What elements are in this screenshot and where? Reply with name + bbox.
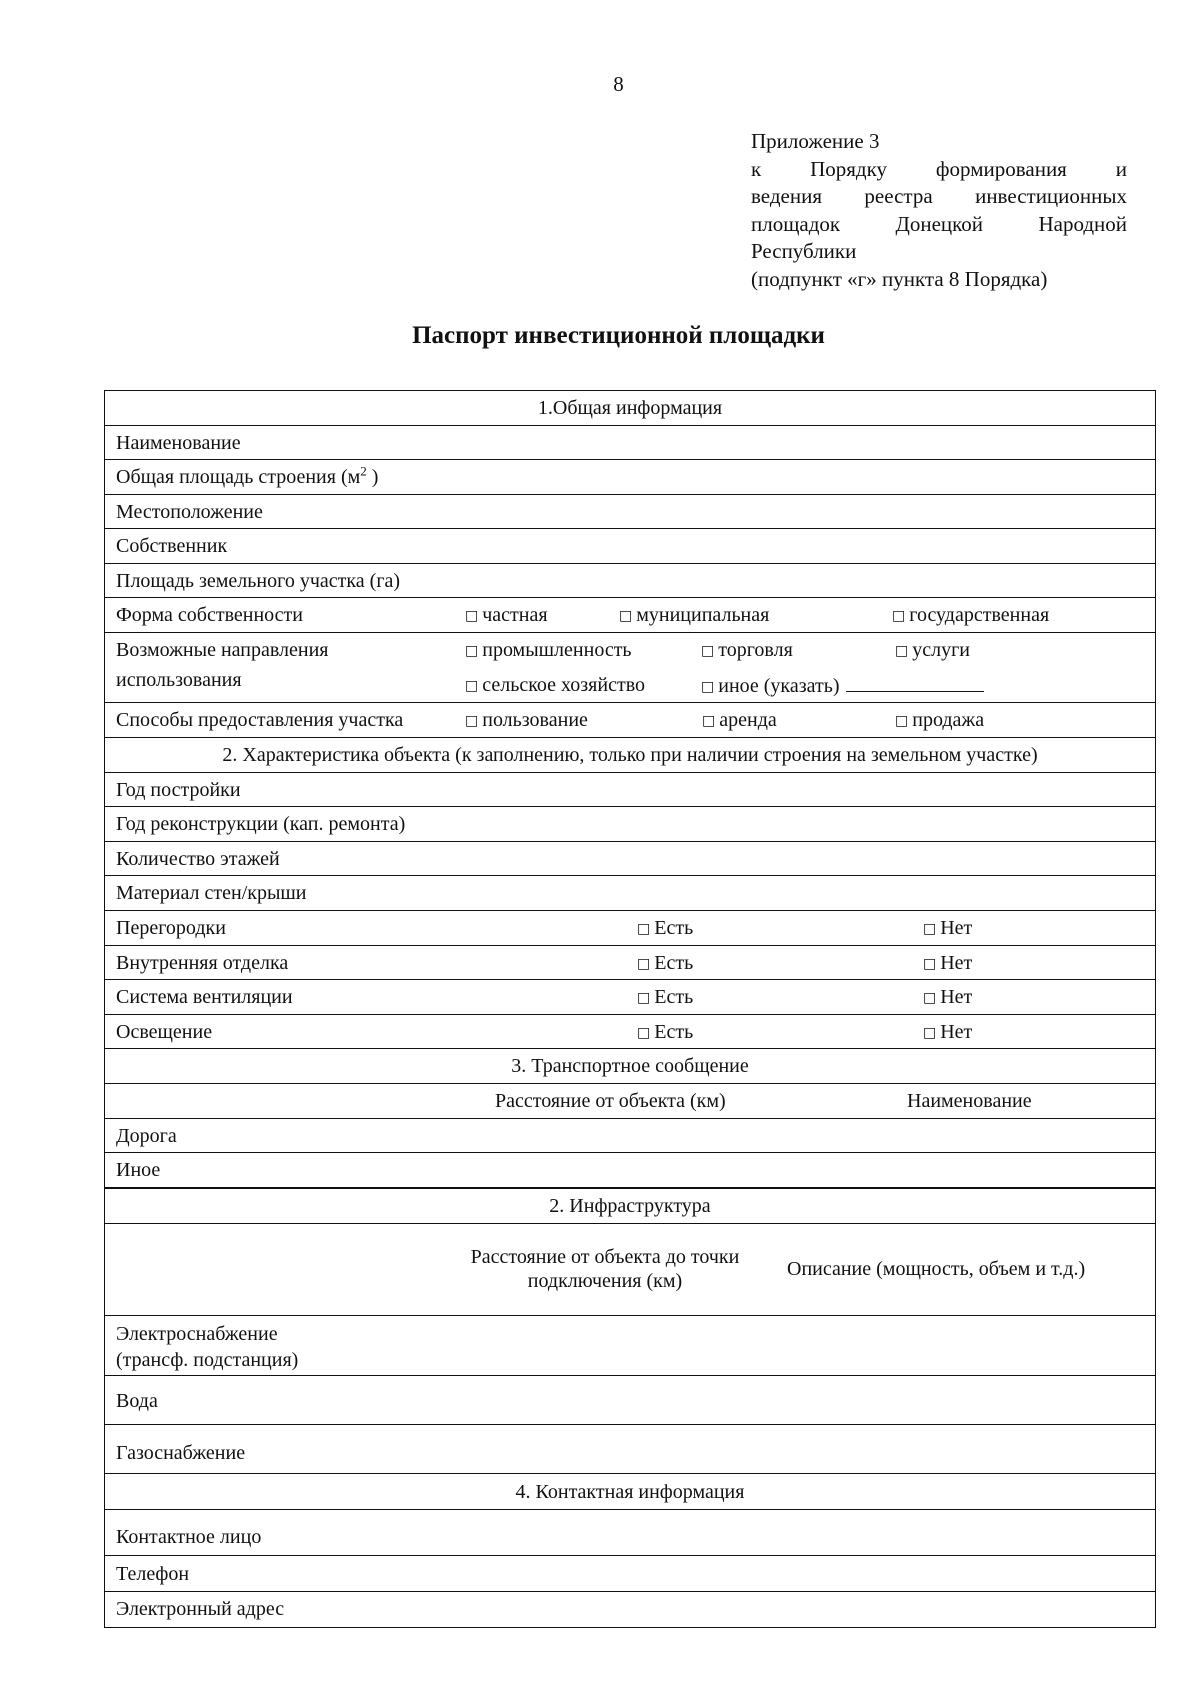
section-heading-contacts xyxy=(105,1474,1155,1510)
field-label: Количество этажей xyxy=(116,848,280,870)
field-row-floors[interactable] xyxy=(105,842,1155,876)
transport-columns-row xyxy=(105,1084,1155,1119)
field-label: Вода xyxy=(116,1390,158,1412)
checkbox-icon[interactable]: □ xyxy=(637,921,651,937)
checkbox-label: аренда xyxy=(719,709,777,731)
section-heading: 2. Характеристика объекта (к заполнению, только при наличии строения на земельном участке) xyxy=(222,744,1038,766)
field-label: Телефон xyxy=(116,1563,190,1585)
checkbox-label: торговля xyxy=(718,639,793,661)
checkbox-industry[interactable] xyxy=(465,638,632,664)
appendix-line: Приложение 3 xyxy=(751,129,880,153)
checkbox-icon[interactable]: □ xyxy=(895,713,909,729)
field-row-year-renovated[interactable] xyxy=(105,807,1155,842)
field-label: Перегородки xyxy=(116,917,226,939)
checkbox-icon[interactable]: □ xyxy=(465,608,479,624)
checkbox-icon[interactable]: □ xyxy=(701,679,715,695)
field-label-text: ) xyxy=(366,466,379,488)
other-specify-field[interactable] xyxy=(846,673,984,692)
checkbox-icon[interactable]: □ xyxy=(637,956,651,972)
checkbox-services[interactable] xyxy=(895,638,970,664)
field-label: Внутренняя отделка xyxy=(116,952,289,974)
field-row-land-area[interactable] xyxy=(105,564,1155,598)
checkbox-agriculture[interactable] xyxy=(465,673,645,699)
checkbox-label: Нет xyxy=(940,952,973,974)
section-heading: 3. Транспортное сообщение xyxy=(511,1055,749,1077)
field-label: Газоснабжение xyxy=(116,1442,246,1464)
field-label: Материал стен/крыши xyxy=(116,882,307,904)
field-label: Наименование xyxy=(116,432,241,454)
passport-form-part-1 xyxy=(104,390,1156,1189)
checkbox-other[interactable] xyxy=(701,673,984,700)
checkbox-icon[interactable]: □ xyxy=(923,956,937,972)
checkbox-icon[interactable]: □ xyxy=(702,713,716,729)
checkbox-icon[interactable]: □ xyxy=(465,713,479,729)
field-label: Электроснабжение xyxy=(116,1323,278,1345)
section-heading-object xyxy=(105,738,1155,773)
checkbox-icon[interactable]: □ xyxy=(923,990,937,1006)
checkbox-label: частная xyxy=(482,604,548,626)
field-row-electricity[interactable] xyxy=(105,1316,1155,1376)
page-number: 8 xyxy=(613,72,624,96)
checkbox-yes[interactable] xyxy=(637,985,693,1011)
checkbox-icon[interactable]: □ xyxy=(619,608,633,624)
checkbox-icon[interactable]: □ xyxy=(637,1025,651,1041)
field-row-owner[interactable] xyxy=(105,529,1155,564)
field-label: Год постройки xyxy=(116,779,241,801)
checkbox-use[interactable] xyxy=(465,708,588,734)
checkbox-icon[interactable]: □ xyxy=(701,643,715,659)
section-heading: 2. Инфраструктура xyxy=(549,1195,711,1217)
checkbox-label: муниципальная xyxy=(636,604,770,626)
checkbox-no[interactable] xyxy=(923,916,972,942)
field-label: (трансф. подстанция) xyxy=(116,1349,299,1371)
checkbox-icon[interactable]: □ xyxy=(465,643,479,659)
checkbox-label: Есть xyxy=(654,986,694,1008)
checkbox-label: Нет xyxy=(940,917,973,939)
section-heading-transport xyxy=(105,1049,1155,1084)
checkbox-lease[interactable] xyxy=(702,708,777,734)
appendix-line: (подпункт «г» пункта 8 Порядка) xyxy=(751,266,1048,291)
section-heading-infrastructure xyxy=(105,1188,1155,1224)
checkbox-sale[interactable] xyxy=(895,708,984,734)
checkbox-label: государственная xyxy=(909,604,1050,626)
appendix-block xyxy=(751,128,1127,293)
field-label: Система вентиляции xyxy=(116,986,293,1008)
field-row-interior-finish xyxy=(105,946,1155,980)
checkbox-label: сельское хозяйство xyxy=(482,674,645,696)
checkbox-icon[interactable]: □ xyxy=(895,643,909,659)
field-label: Иное xyxy=(116,1159,161,1181)
checkbox-no[interactable] xyxy=(923,951,972,977)
checkbox-label: Нет xyxy=(940,986,973,1008)
field-label: Собственник xyxy=(116,535,228,557)
checkbox-label: услуги xyxy=(912,639,970,661)
field-label-text: Общая площадь строения (м xyxy=(116,466,361,488)
section-heading-general xyxy=(105,391,1155,426)
field-row-gas[interactable] xyxy=(105,1425,1155,1474)
checkbox-icon[interactable]: □ xyxy=(637,990,651,1006)
checkbox-icon[interactable]: □ xyxy=(923,921,937,937)
field-row-email[interactable] xyxy=(105,1592,1155,1627)
field-row-location[interactable] xyxy=(105,495,1155,529)
field-row-ownership-form xyxy=(105,598,1155,633)
field-row-building-area[interactable] xyxy=(105,460,1155,495)
checkbox-label: Нет xyxy=(940,1021,973,1043)
field-row-transport-other[interactable] xyxy=(105,1153,1155,1188)
checkbox-label: Есть xyxy=(654,917,694,939)
field-label: Форма собственности xyxy=(116,604,303,626)
field-label: использования xyxy=(116,669,242,691)
checkbox-label: иное (указать) xyxy=(718,675,840,697)
checkbox-icon[interactable]: □ xyxy=(892,608,906,624)
appendix-line: Республики xyxy=(751,239,857,263)
field-row-material[interactable] xyxy=(105,876,1155,911)
field-row-water[interactable] xyxy=(105,1376,1155,1425)
checkbox-label: пользование xyxy=(482,709,588,731)
field-label: Способы предоставления участка xyxy=(116,709,404,731)
checkbox-yes[interactable] xyxy=(637,951,693,977)
infrastructure-columns-row xyxy=(105,1224,1155,1316)
column-header-name: Наименование xyxy=(907,1090,1032,1112)
checkbox-icon[interactable]: □ xyxy=(923,1025,937,1041)
checkbox-no[interactable] xyxy=(923,985,972,1011)
checkbox-private[interactable] xyxy=(465,603,548,629)
field-label: Освещение xyxy=(116,1021,213,1043)
field-label: Год реконструкции (кап. ремонта) xyxy=(116,813,406,835)
checkbox-state[interactable] xyxy=(892,603,1049,629)
field-row-road[interactable] xyxy=(105,1119,1155,1153)
field-label: Площадь земельного участка (га) xyxy=(116,570,401,592)
field-row-lighting xyxy=(105,1015,1155,1049)
field-label: Возможные направления xyxy=(116,639,329,661)
passport-form-part-2 xyxy=(104,1187,1156,1628)
column-header-connection-distance: Расстояние от объекта до точки подключения (км) xyxy=(470,1246,740,1292)
column-header-description: Описание (мощность, объем и т.д.) xyxy=(787,1258,1086,1280)
field-label: Дорога xyxy=(116,1125,177,1147)
checkbox-trade[interactable] xyxy=(701,638,793,664)
field-row-phone[interactable] xyxy=(105,1556,1155,1592)
field-row-ventilation xyxy=(105,980,1155,1015)
field-row-contact-person[interactable] xyxy=(105,1510,1155,1556)
checkbox-label: Есть xyxy=(654,1021,694,1043)
checkbox-municipal[interactable] xyxy=(619,603,769,629)
section-heading: 1.Общая информация xyxy=(537,397,723,419)
document-title: Паспорт инвестиционной площадки xyxy=(412,322,825,349)
field-label: Контактное лицо xyxy=(116,1526,262,1548)
field-label xyxy=(116,465,378,489)
field-row-name[interactable] xyxy=(105,426,1155,460)
checkbox-no[interactable] xyxy=(923,1020,972,1046)
appendix-line: к Порядку формирования и xyxy=(751,156,1127,181)
field-label: Местоположение xyxy=(116,501,263,523)
checkbox-label: продажа xyxy=(912,709,985,731)
field-row-year-built[interactable] xyxy=(105,773,1155,807)
field-row-usage xyxy=(105,633,1155,703)
section-heading: 4. Контактная информация xyxy=(515,1481,745,1503)
checkbox-yes[interactable] xyxy=(637,916,693,942)
appendix-line: ведения реестра инвестиционных xyxy=(751,184,1127,208)
superscript-2: 2 xyxy=(360,463,367,479)
field-label: Электронный адрес xyxy=(116,1598,285,1620)
checkbox-label: Есть xyxy=(654,952,694,974)
field-row-partitions xyxy=(105,911,1155,946)
column-header-distance: Расстояние от объекта (км) xyxy=(495,1090,726,1112)
checkbox-label: промышленность xyxy=(482,639,632,661)
checkbox-icon[interactable]: □ xyxy=(465,678,479,694)
checkbox-yes[interactable] xyxy=(637,1020,693,1046)
field-row-provision xyxy=(105,703,1155,738)
appendix-line: площадок Донецкой Народной xyxy=(751,211,1127,236)
